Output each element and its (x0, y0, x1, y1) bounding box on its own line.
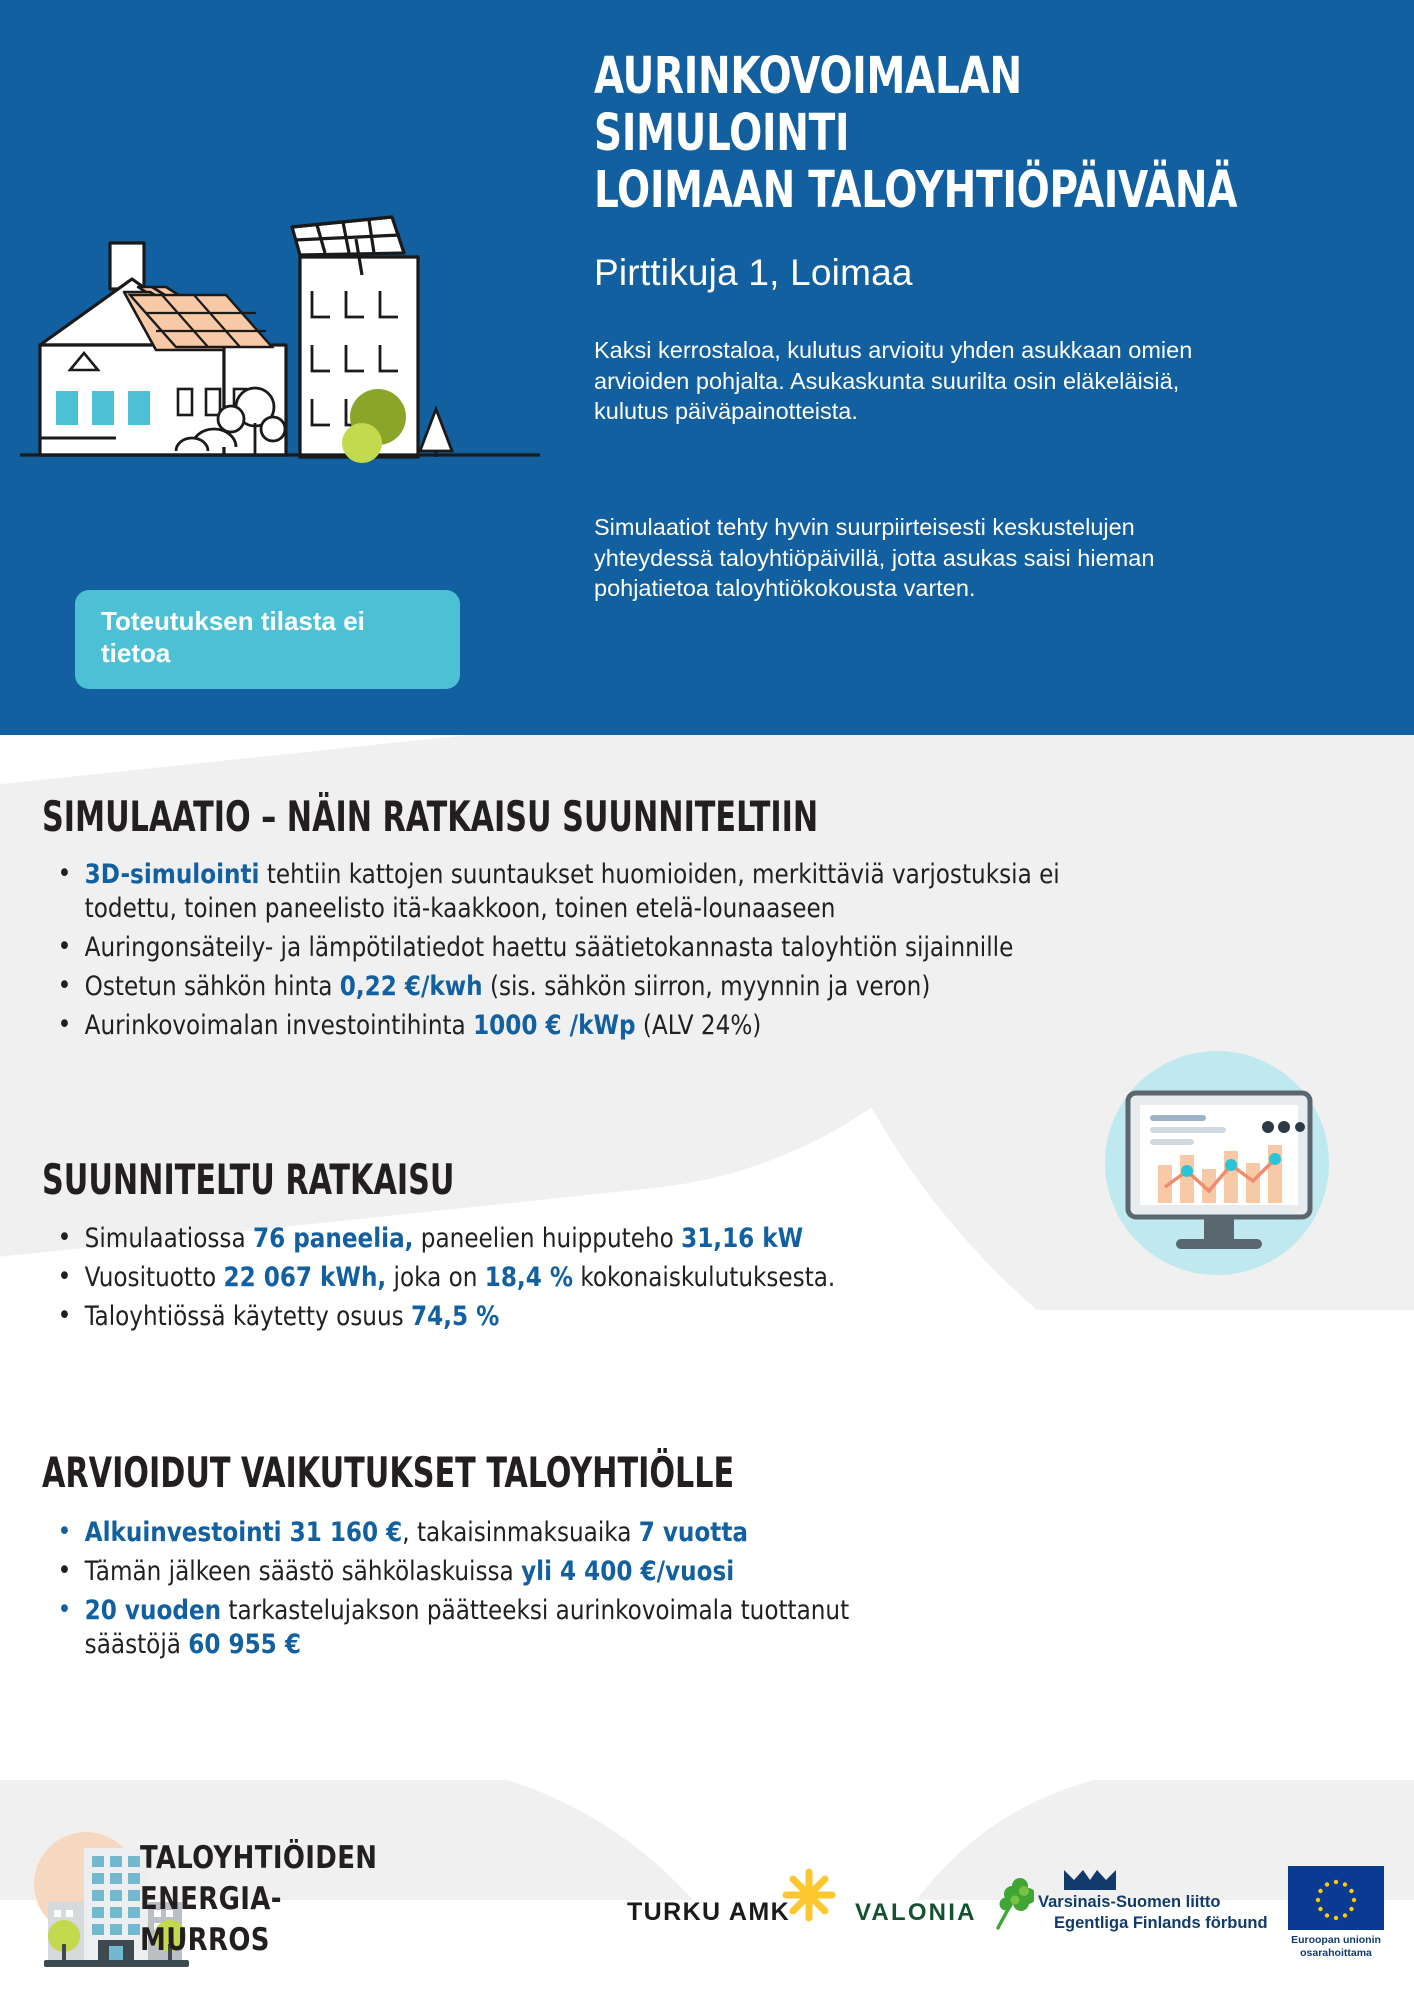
list-item-text: (sis. sähkön siirron, myynnin ja veron) (482, 971, 931, 1003)
house-illustration (0, 195, 560, 595)
highlight-value: yli 4 400 €/vuosi (521, 1556, 735, 1588)
header-banner (0, 0, 1414, 735)
valonia-logo-label: VALONIA (855, 1899, 977, 1926)
turku-amk-logo-label: TURKU AMK (627, 1898, 791, 1926)
eu-flag-icon (1288, 1866, 1384, 1930)
vsl-line-1: Varsinais-Suomen liitto (1038, 1893, 1221, 1911)
highlight-value: 31,16 kW (681, 1223, 804, 1254)
brand-line-3: MURROS (140, 1921, 270, 1958)
list-item-text: Aurinkovoimalan investointihinta (84, 1010, 474, 1042)
list-item (42, 1300, 915, 1334)
eu-caption-line-1: Euroopan unionin (1291, 1934, 1381, 1946)
highlight-value: 1000 € /kWp (473, 1010, 636, 1042)
list-item-text: Simulaatiossa (84, 1223, 254, 1254)
header-paragraph-2: Simulaatiot tehty hyvin suurpiirteisesti keskustelujen yhteydessä taloyhtiöpäivillä, jotta asukas saisi hieman pohjatietoa taloyhtiökokousta varten. (594, 514, 1155, 602)
eu-caption-line-2: osarahoittama (1300, 1946, 1372, 1959)
highlight-value: 0,22 €/kwh (339, 971, 483, 1003)
eu-funding-caption (1288, 1934, 1384, 1960)
list-item-text: paneelien huipputeho (413, 1223, 682, 1254)
section-heading-vaikutukset: ARVIOIDUT VAIKUTUKSET TALOYHTIÖLLE (42, 1448, 735, 1497)
list-item-text: tehtiin kattojen suuntaukset huomioiden, merkittäviä varjostuksia ei todettu, toinen paneelisto itä-kaakkoon, toinen etelä-lounaaseen (84, 859, 1060, 925)
list-item (42, 1009, 1080, 1043)
list-item (42, 858, 1080, 926)
list-item (42, 1222, 915, 1256)
highlight-value: 60 955 € (188, 1629, 301, 1661)
list-item (42, 1261, 915, 1295)
highlight-value: 20 vuoden (84, 1595, 222, 1627)
list-item-text: Tämän jälkeen säästö sähkölaskuissa (84, 1556, 522, 1588)
highlight-value: 22 067 kWh, (223, 1262, 387, 1294)
brand-wordmark (140, 1838, 377, 1961)
list-item-text: (ALV 24%) (635, 1010, 762, 1042)
list-item (42, 1594, 915, 1662)
eu-funding-logo (1288, 1866, 1384, 1960)
list-item (42, 931, 1080, 965)
list-item-text: kokonaiskulutuksesta. (573, 1262, 836, 1294)
list-item-text: Ostetun sähkön hinta (84, 971, 340, 1003)
list-item (42, 1555, 915, 1589)
page-title-line2: LOIMAAN TALOYHTIÖPÄIVÄNÄ (594, 161, 1238, 221)
header-paragraph-1: Kaksi kerrostaloa, kulutus arvioitu yhden asukkaan omien arvioiden pohjalta. Asukaskunta suurilta osin eläkeläisiä, kulutus päiväpainotteista. (594, 337, 1193, 425)
valonia-leaf-icon (990, 1876, 1034, 1930)
varsinais-suomen-liitto-label (1038, 1892, 1268, 1934)
sun-burst-icon (782, 1868, 836, 1922)
bullet-list-vaikutukset (42, 1516, 942, 1667)
page-title-line1: AURINKOVOIMALAN SIMULOINTI (594, 47, 1022, 164)
list-item-text: Taloyhtiössä käytetty osuus (84, 1301, 412, 1333)
list-item-text: Vuosituotto (84, 1262, 224, 1294)
list-item-text: Auringonsäteily- ja lämpötilatiedot haettu säätietokannasta taloyhtiön sijainnille (84, 932, 1014, 964)
brand-line-1: TALOYHTIÖIDEN (140, 1840, 378, 1876)
list-item (42, 970, 1080, 1004)
status-badge: Toteutuksen tilasta ei tietoa (75, 590, 460, 689)
brand-line-2: ENERGIA- (140, 1880, 282, 1917)
list-item-text: tarkastelujakson päätteeksi aurinkovoimala tuottanut säästöjä (84, 1595, 850, 1661)
varsinais-suomi-crown-icon (1062, 1868, 1118, 1892)
property-address: Pirttikuja 1, Loimaa (594, 252, 913, 293)
dashboard-chart-illustration (1072, 1045, 1362, 1295)
highlight-value: 76 paneelia, (253, 1223, 414, 1254)
page-title (594, 48, 1240, 219)
highlight-value: 3D-simulointi (84, 859, 260, 890)
list-item-text: , takaisinmaksuaika (402, 1517, 639, 1548)
bullet-list-ratkaisu (42, 1222, 942, 1339)
highlight-value: 74,5 % (411, 1301, 500, 1333)
list-item-text: joka on (386, 1262, 485, 1294)
highlight-value: Alkuinvestointi 31 160 € (84, 1517, 403, 1548)
vsl-line-2: Egentliga Finlands förbund (1054, 1914, 1268, 1933)
highlight-value: 7 vuotta (638, 1517, 749, 1548)
bullet-list-simulaatio (42, 858, 1112, 1048)
section-heading-simulaatio: SIMULAATIO – NÄIN RATKAISU SUUNNITELTIIN (42, 792, 819, 841)
highlight-value: 18,4 % (484, 1262, 574, 1294)
section-heading-ratkaisu: SUUNNITELTU RATKAISU (42, 1155, 455, 1204)
list-item (42, 1516, 915, 1550)
